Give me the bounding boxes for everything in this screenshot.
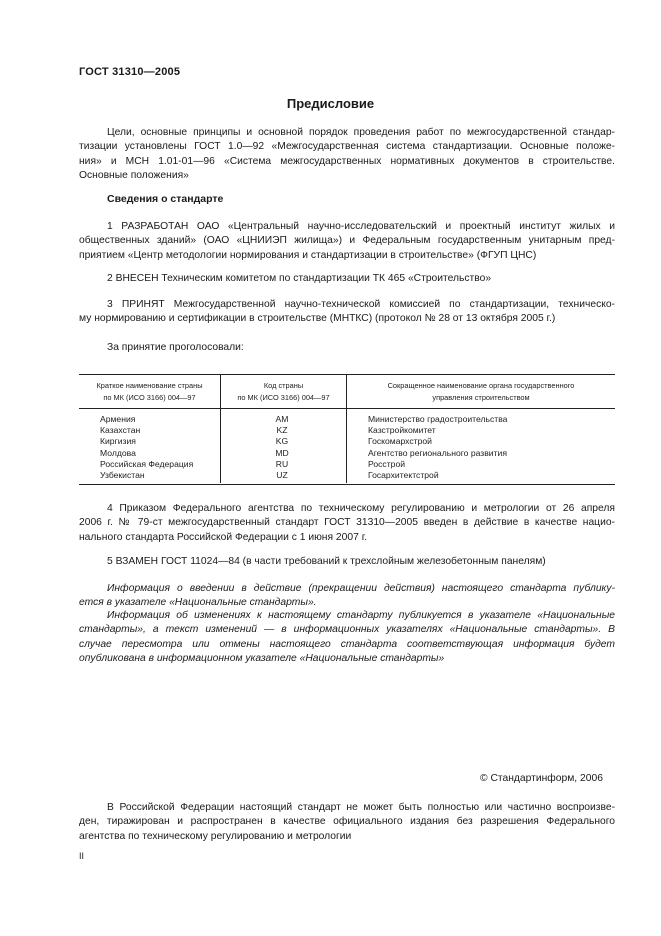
item-4-paragraph — [79, 502, 615, 545]
text-line: 4 Приказом Федерального агентства по техническому регулированию и метрологии от 26 апреля — [107, 503, 615, 514]
column-header-agency: Сокращенное наименование органа государственного управления строительством — [387, 381, 575, 402]
reproduction-notice — [79, 801, 615, 844]
code-cell: RU — [275, 458, 289, 469]
text-line: 5 ВЗАМЕН ГОСТ 11024—84 (в части требований к трехслойным железобетонным панелям) — [107, 556, 546, 567]
text-line: агентства по техническому регулированию и метрологии — [79, 830, 352, 842]
country-cell: Молдова — [100, 447, 136, 458]
country-cell: Казахстан — [100, 425, 141, 436]
code-cell: KG — [275, 436, 289, 447]
page-number: II — [79, 851, 85, 861]
column-header-country: Краткое наименование страны по МК (ИСО 3166) 004—97 — [96, 381, 203, 402]
item-5-paragraph — [79, 555, 615, 569]
info-intro-paragraph — [79, 582, 615, 611]
text-line: В Российской Федерации настоящий стандарт не может быть полностью или частично воспроизве- — [107, 802, 615, 813]
copyright: © Стандартинформ, 2006 — [480, 773, 603, 784]
standard-info-heading: Сведения о стандарте — [107, 193, 224, 205]
text-line: нального стандарта Российской Федерации с 1 июня 2007 г. — [79, 531, 368, 543]
country-cell: Киргизия — [100, 436, 136, 447]
document-code: ГОСТ 31310—2005 — [79, 66, 181, 78]
code-cell: KZ — [276, 425, 288, 436]
voting-table — [79, 374, 615, 485]
agency-cell: Госархитектстрой — [368, 470, 439, 480]
text-line: приятием «Центр методологии нормирования и стандартизации в строительстве» (ФГУП ЦНС) — [79, 249, 537, 261]
text-line: стандарты», а текст изменений — в информационных указателях «Национальные стандарты». В — [79, 624, 615, 636]
agency-cell: Агентство регионального развития — [368, 447, 507, 458]
text-line: случае пересмотра или отмены настоящего стандарта соответствующая информация будет — [79, 638, 615, 650]
text-line: тизации установлены ГОСТ 1.0—92 «Межгосударственная система стандартизации. Основные положе- — [79, 141, 615, 153]
item-3-paragraph — [79, 298, 615, 327]
code-cell: AM — [275, 414, 289, 424]
text-line: ден, тиражирован и распространен в качестве официального издания без разрешения Федерального — [79, 816, 615, 828]
item-2-paragraph — [79, 272, 615, 286]
text-line: 1 РАЗРАБОТАН ОАО «Центральный научно-исследовательский и проектный институт жилых и — [107, 221, 615, 232]
info-changes-paragraph — [79, 609, 615, 666]
text-line: ется в указателе «Национальные стандарты». — [79, 597, 317, 609]
vote-label: За принятие проголосовали: — [107, 342, 244, 353]
text-line: Информация о введении в действие (прекращении действия) настоящего стандарта публику- — [107, 583, 615, 594]
text-line: ния» и МСН 1.01-01—96 «Система межгосударственных нормативных документов в строительстве. — [79, 155, 615, 167]
text-line: 2 ВНЕСЕН Техническим комитетом по стандартизации ТК 465 «Строительство» — [107, 273, 492, 284]
page-title: Предисловие — [286, 96, 375, 111]
text-line: опубликована в информационном указателе «Национальные стандарты» — [79, 652, 445, 664]
code-cell: UZ — [276, 470, 288, 480]
text-line: Цели, основные принципы и основной порядок проведения работ по межгосударственной стандар- — [107, 127, 615, 138]
item-1-paragraph — [79, 220, 615, 263]
text-line: 2006 г. № 79-ст межгосударственный стандарт ГОСТ 31310—2005 введен в действие в качестве нацио- — [79, 517, 615, 529]
column-header-code: Код страны по МК (ИСО 3166) 004—97 — [237, 381, 330, 402]
text-line: му нормированию и сертификации в строительстве (МНТКС) (протокол № 28 от 13 октября 2005 г.) — [79, 313, 556, 325]
agency-cell: Министерство градостроительства — [368, 414, 508, 424]
agency-cell: Госкомархстрой — [368, 436, 432, 447]
country-cell: Российская Федерация — [100, 458, 194, 469]
country-cell: Армения — [100, 414, 136, 424]
text-line: общественных зданий» (ОАО «ЦНИИЭП жилища») и Федеральным государственным унитарным пред- — [79, 235, 615, 247]
text-line: Информация об изменениях к настоящему стандарту публикуется в указателе «Национальные — [107, 610, 615, 621]
agency-cell: Росстрой — [368, 458, 406, 469]
agency-cell: Казстройкомитет — [368, 425, 436, 436]
country-cell: Узбекистан — [100, 470, 145, 480]
intro-paragraph — [79, 126, 615, 183]
text-line: Основные положения» — [79, 169, 189, 181]
code-cell: MD — [275, 447, 289, 458]
text-line: 3 ПРИНЯТ Межгосударственной научно-технической комиссией по стандартизации, техническо- — [107, 299, 615, 310]
header-divider — [79, 408, 615, 409]
